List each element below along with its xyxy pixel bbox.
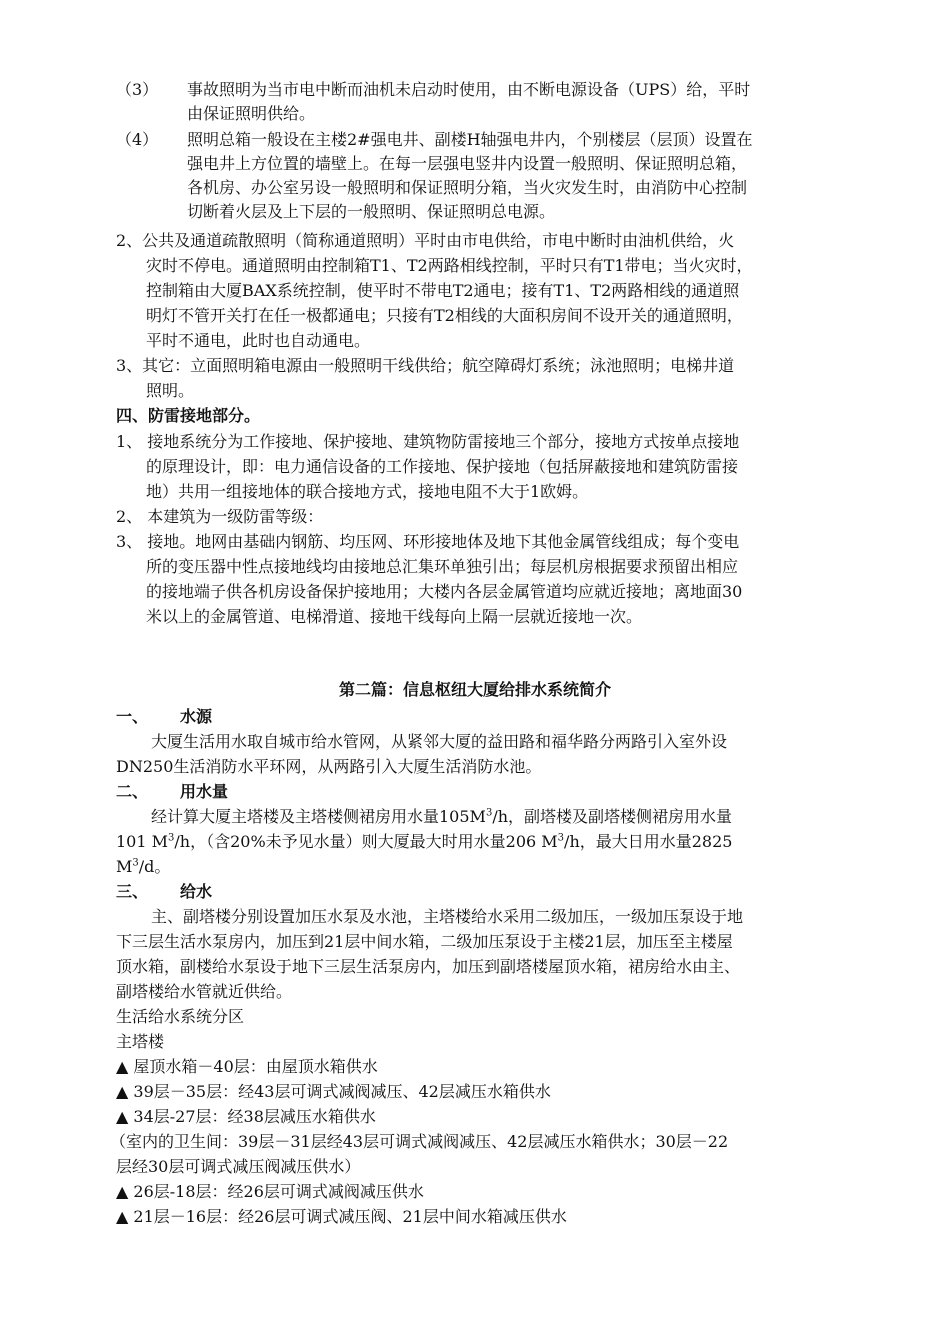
item-number: （3） [116,80,159,99]
superscript: 3 [132,857,139,869]
section-heading: 四、防雷接地部分。 [116,406,261,425]
item-number: （4） [116,130,159,149]
paragraph-line: 控制箱由大厦BAX系统控制，使平时不带电T2通电；接有T1、T2两路相线的通道照 [146,281,740,300]
paragraph-line: 主、副塔楼分别设置加压水泵及水池，主塔楼给水采用二级加压，一级加压泵设于地 [151,907,744,926]
paragraph-line: 地）共用一组接地体的联合接地方式，接地电阻不大于1欧姆。 [146,482,589,501]
zone-heading: 生活给水系统分区 [116,1007,245,1026]
section-number: 三、 [116,882,149,901]
zone-note-line: 层经30层可调式减压阀减压供水） [116,1157,361,1176]
paragraph-line: 照明总箱一般设在主楼2#强电井、副楼H轴强电井内，个别楼层（层顶）设置在 [187,130,753,149]
paragraph-line: 的接地端子供各机房设备保护接地用；大楼内各层金属管道均应就近接地；离地面30 [146,582,743,601]
paragraph-line: 平时不通电，此时也自动通电。 [146,331,371,350]
zone-list-item: ▲ 34层-27层：经38层减压水箱供水 [116,1107,376,1126]
paragraph-line: 3、 接地。地网由基础内钢筋、均压网、环形接地体及地下其他金属管线组成；每个变电 [116,532,740,551]
paragraph-line: 灾时不停电。通道照明由控制箱T1、T2两路相线控制，平时只有T1带电；当火灾时， [146,256,753,275]
zone-list-item: ▲ 21层－16层：经26层可调式减压阀、21层中间水箱减压供水 [116,1207,567,1226]
superscript: 3 [557,832,565,844]
part-title: 第二篇：信息枢纽大厦给排水系统简介 [338,680,611,699]
paragraph-line: 副塔楼给水管就近供给。 [116,982,293,1001]
paragraph-line: 的原理设计，即：电力通信设备的工作接地、保护接地（包括屏蔽接地和建筑防雷接 [146,457,739,476]
zone-list-item: ▲ 屋顶水箱－40层：由屋顶水箱供水 [116,1057,378,1076]
superscript: 3 [485,807,493,819]
paragraph-line: 顶水箱，副楼给水泵设于地下三层生活泵房内，加压到副塔楼屋顶水箱，裙房给水由主、 [116,957,741,976]
paragraph-line: 经计算大厦主塔楼及主塔楼侧裙房用水量$105M^3/h$，副塔楼及副塔楼侧裙房用水量 [151,807,733,826]
superscript: 3 [168,832,175,844]
section-number: 一、 [116,707,149,726]
paragraph-line: 3、其它：立面照明箱电源由一般照明干线供给；航空障碍灯系统；泳池照明；电梯井道 [116,356,735,375]
zone-subheading: 主塔楼 [116,1032,165,1051]
paragraph-line: 2、 本建筑为一级防雷等级： [116,507,324,526]
zone-note-line: （室内的卫生间：39层－31层经43层可调式减阀减压、42层减压水箱供水；30层－22 [110,1132,729,1151]
zone-list-item: ▲ 39层－35层：经43层可调式减阀减压、42层减压水箱供水 [116,1082,551,1101]
paragraph-line: 强电井上方位置的墙壁上。在每一层强电竖井内设置一般照明、保证照明总箱， [187,154,748,173]
paragraph-line: 由保证照明供给。 [187,104,316,123]
paragraph-line: 事故照明为当市电中断而油机未启动时使用，由不断电源设备（UPS）给，平时 [187,80,751,99]
section-heading: 给水 [180,882,213,901]
paragraph-line: 下三层生活水泵房内，加压到21层中间水箱，二级加压泵设于主楼21层，加压至主楼屋 [116,932,733,951]
paragraph-line: 照明。 [146,381,195,400]
paragraph-line: 2、公共及通道疏散照明（简称通道照明）平时由市电供给，市电中断时由油机供给，火 [116,231,735,250]
paragraph-line: 米以上的金属管道、电梯滑道、接地干线每向上隔一层就近接地一次。 [146,607,643,626]
paragraph-line: 1、 接地系统分为工作接地、保护接地、建筑物防雷接地三个部分，接地方式按单点接地 [116,432,740,451]
paragraph-line: 明灯不管开关打在任一极都通电；只接有T2相线的大面积房间不设开关的通道照明， [146,306,743,325]
paragraph-line: 101 $M^3/h$，（含20%未予见水量）则大厦最大时用水量206 $M^3/h$，最大日用水量2825 [116,832,733,851]
paragraph-line: 各机房、办公室另设一般照明和保证照明分箱，当火灾发生时，由消防中心控制 [187,178,748,197]
paragraph-line: DN250生活消防水平环网，从两路引入大厦生活消防水池。 [116,757,542,776]
paragraph-line: 所的变压器中性点接地线均由接地总汇集环单独引出；每层机房根据要求预留出相应 [146,557,739,576]
paragraph-line: $M^3/d$。 [116,857,171,876]
zone-list-item: ▲ 26层-18层：经26层可调式减阀减压供水 [116,1182,424,1201]
section-number: 二、 [116,782,149,801]
section-heading: 水源 [180,707,213,726]
section-heading: 用水量 [180,782,229,801]
paragraph-line: 切断着火层及上下层的一般照明、保证照明总电源。 [187,202,556,221]
paragraph-line: 大厦生活用水取自城市给水管网，从紧邻大厦的益田路和福华路分两路引入室外设 [151,732,728,751]
